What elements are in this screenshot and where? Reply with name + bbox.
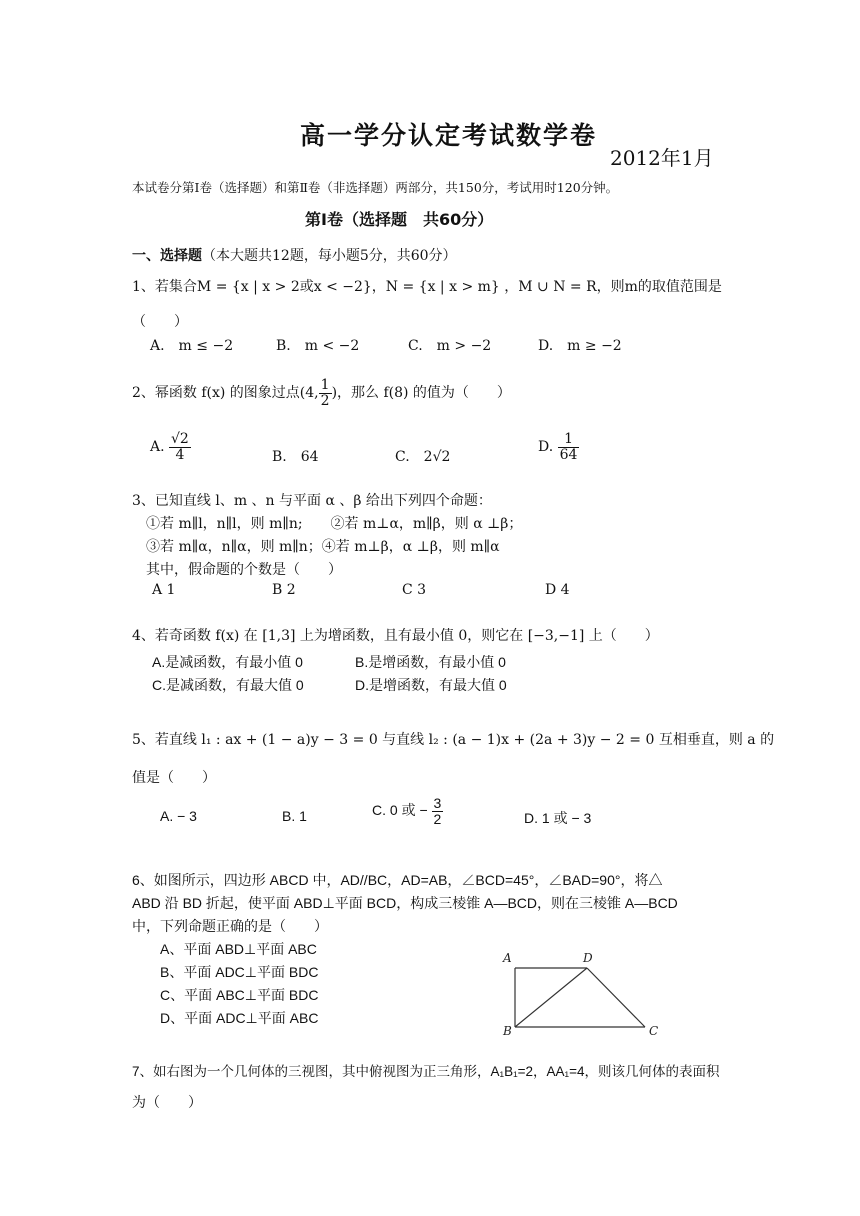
q5-option-c-den: 2: [433, 810, 442, 827]
q3-option-b: B 2: [272, 582, 296, 598]
exam-intro: 本试卷分第Ⅰ卷（选择题）和第Ⅱ卷（非选择题）两部分，共150分，考试用时120分钟。: [132, 180, 619, 195]
q6-line1: 6、如图所示，四边形 ABCD 中，AD//BC，AD=AB，∠BCD=45°，∠BAD=90°，将△: [132, 872, 663, 888]
q2-option-a-fraction: [169, 432, 191, 462]
part-heading: [132, 245, 457, 265]
q3-option-d: D 4: [545, 582, 570, 598]
q4-option-b: B.是增函数，有最小值 0: [355, 654, 506, 670]
q1-blank: （ ）: [132, 314, 188, 330]
q6-line2: ABD 沿 BD 折起，使平面 ABD⊥平面 BCD，构成三棱锥 A—BCD，则在三棱锥 A—BCD: [132, 895, 678, 911]
exam-title: 高一学分认定考试数学卷: [300, 121, 598, 150]
edge-bd: [515, 968, 587, 1027]
q5-stem: 5、若直线 l₁ : ax + (1 − a)y − 3 = 0 与直线 l₂ : (a − 1)x + (2a + 3)y − 2 = 0 互相垂直，则 a 的: [132, 732, 775, 748]
q3-stem: 3、已知直线 l、m 、n 与平面 α 、β 给出下列四个命题：: [132, 493, 492, 509]
part-heading-bold: 一、选择题: [132, 248, 202, 264]
q4-stem: 4、若奇函数 f(x) 在 [1,3] 上为增函数，且有最小值 0，则它在 [−3,−1] 上（ ）: [132, 628, 659, 644]
q6-option-a: A、平面 ABD⊥平面 ABC: [160, 941, 317, 957]
q6-option-c: C、平面 ABC⊥平面 BDC: [160, 987, 319, 1003]
q5-option-c: [372, 796, 443, 826]
q2-option-d: [538, 432, 579, 462]
q6-option-d: D、平面 ADC⊥平面 ABC: [160, 1010, 319, 1026]
q1-option-c: C. m > −2: [408, 338, 492, 354]
q1-stem: 1、若集合M = {x | x > 2或x < −2}，N = {x | x > m} ，M ∪ N = R，则m的取值范围是: [132, 279, 722, 295]
q2-stem-a: 2、幂函数 f(x) 的图象过点(4,: [132, 385, 319, 402]
q5-option-c-num: 3: [433, 795, 442, 811]
q3-option-c: C 3: [402, 582, 427, 598]
q1-option-d: D. m ≥ −2: [538, 338, 622, 354]
q2-point-num: 1: [320, 377, 330, 393]
q2-option-b: B. 64: [272, 449, 319, 465]
q2-point-fraction: [319, 378, 332, 408]
q2-option-a-label: A.: [150, 439, 165, 456]
vertex-label-b: B: [503, 1024, 512, 1038]
q2-option-a: [150, 432, 191, 462]
q2-option-d-fraction: [558, 432, 580, 462]
q7-line1: 7、如右图为一个几何体的三视图，其中俯视图为正三角形，A₁B₁=2，AA₁=4，则该几何体的表面积: [132, 1064, 720, 1079]
q5-option-b: B. 1: [282, 808, 307, 824]
q7-line2: 为（ ）: [132, 1094, 202, 1110]
q2-option-a-num: √2: [171, 431, 189, 447]
vertex-label-a: A: [503, 951, 512, 965]
q2-point-den: 2: [320, 392, 330, 409]
q6-line3: 中，下列命题正确的是（ ）: [132, 918, 328, 934]
q2-option-d-den: 64: [559, 446, 578, 463]
q4-option-a: A.是减函数，有最小值 0: [152, 654, 303, 670]
q1-option-b: B. m < −2: [276, 338, 360, 354]
q3-line2: ①若 m∥l，n∥l，则 m∥n; ②若 m⊥α，m∥β，则 α ⊥β；: [146, 516, 523, 532]
q2-option-a-den: 4: [175, 446, 185, 463]
q1-option-a: A. m ≤ −2: [150, 338, 234, 354]
q5-line2: 值是（ ）: [132, 770, 216, 786]
part-heading-rest: （本大题共12题，每小题5分，共60分）: [202, 248, 457, 264]
q3-line4: 其中，假命题的个数是（ ）: [146, 562, 342, 578]
q5-option-c-label: C. 0 或 −: [372, 801, 428, 818]
q2-stem-b: )，那么 f(8) 的值为（ ）: [331, 385, 511, 402]
q2-option-d-label: D.: [538, 439, 554, 456]
q3-option-a: A 1: [152, 582, 176, 598]
exam-date: 2012年1月: [610, 146, 714, 170]
q3-line3: ③若 m∥α，n∥α，则 m∥n；④若 m⊥β，α ⊥β，则 m∥α: [146, 539, 500, 555]
vertex-label-c: C: [649, 1024, 659, 1038]
q2-option-c: C. 2√2: [395, 449, 451, 465]
q5-option-a: A. − 3: [160, 808, 197, 824]
q2-stem: [132, 378, 511, 408]
q4-option-c: C.是减函数，有最大值 0: [152, 677, 304, 693]
q6-option-b: B、平面 ADC⊥平面 BDC: [160, 964, 319, 980]
q5-option-c-fraction: [432, 796, 444, 826]
edge-dc: [587, 968, 645, 1027]
q4-option-d: D.是增函数，有最大值 0: [355, 677, 507, 693]
section-heading: 第Ⅰ卷（选择题 共60分）: [305, 210, 494, 229]
q6-figure: [495, 945, 675, 1040]
q2-option-d-num: 1: [558, 432, 580, 448]
q5-option-d: D. 1 或 − 3: [524, 810, 592, 826]
vertex-label-d: D: [583, 951, 593, 965]
